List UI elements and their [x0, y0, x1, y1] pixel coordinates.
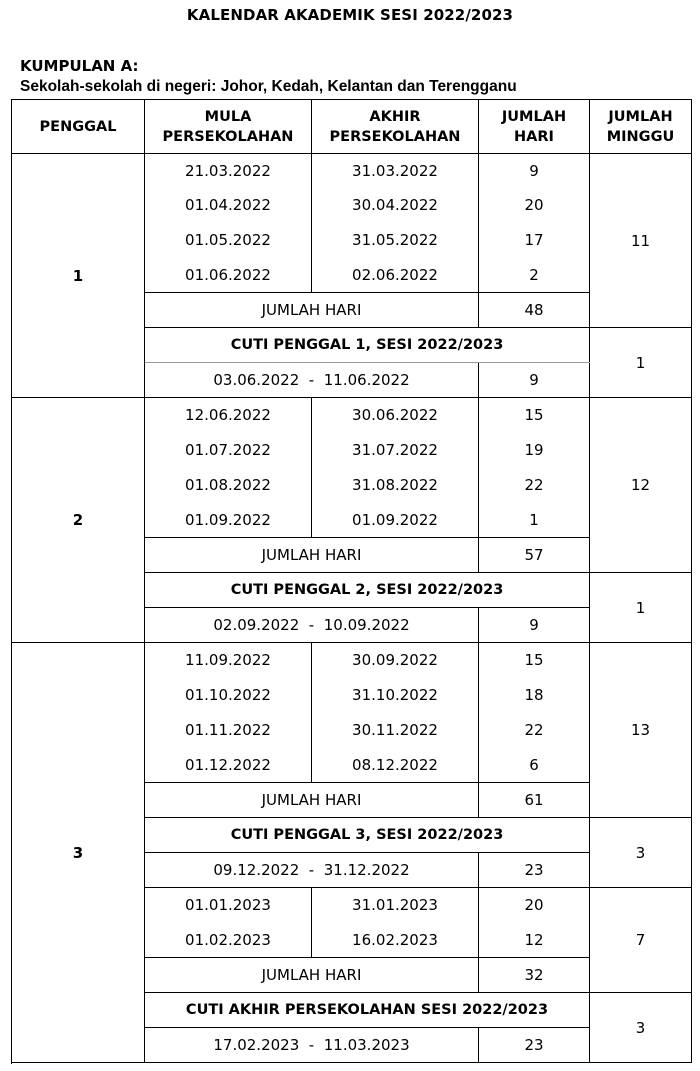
break-range: 03.06.2022 - 11.06.2022 — [145, 363, 479, 398]
days: 22 — [479, 713, 590, 748]
header-mula: MULA PERSEKOLAHAN — [145, 100, 312, 154]
break-title: CUTI PENGGAL 3, SESI 2022/2023 — [145, 818, 590, 853]
start-date: 11.09.2022 — [145, 643, 312, 678]
penggal-2: 2 — [12, 398, 145, 643]
days: 20 — [479, 888, 590, 923]
break-weeks: 3 — [590, 818, 692, 888]
break-weeks: 1 — [590, 573, 692, 643]
start-date: 01.08.2022 — [145, 468, 312, 503]
total-label: JUMLAH HARI — [145, 293, 479, 328]
total-label: JUMLAH HARI — [145, 958, 479, 993]
page-title: KALENDAR AKADEMIK SESI 2022/2023 — [186, 6, 514, 24]
days: 22 — [479, 468, 590, 503]
start-date: 01.06.2022 — [145, 258, 312, 293]
table-row — [12, 643, 692, 678]
table-row — [12, 154, 692, 188]
break-range: 09.12.2022 - 31.12.2022 — [145, 853, 479, 888]
total-days: 32 — [479, 958, 590, 993]
start-date: 01.04.2022 — [145, 188, 312, 223]
end-date: 31.03.2022 — [312, 154, 479, 188]
end-date: 02.06.2022 — [312, 258, 479, 293]
end-date: 31.08.2022 — [312, 468, 479, 503]
days: 20 — [479, 188, 590, 223]
break-weeks: 1 — [590, 328, 692, 398]
end-date: 01.09.2022 — [312, 503, 479, 538]
end-date: 31.07.2022 — [312, 433, 479, 468]
days: 19 — [479, 433, 590, 468]
weeks: 13 — [590, 643, 692, 818]
end-date: 08.12.2022 — [312, 748, 479, 783]
end-date: 30.06.2022 — [312, 398, 479, 433]
table-header — [12, 100, 692, 154]
penggal-3: 3 — [12, 643, 145, 1063]
header-jumlah-hari: JUMLAH HARI — [479, 100, 590, 154]
break-range: 02.09.2022 - 10.09.2022 — [145, 608, 479, 643]
days: 15 — [479, 398, 590, 433]
days: 6 — [479, 748, 590, 783]
break-title: CUTI PENGGAL 2, SESI 2022/2023 — [145, 573, 590, 608]
days: 1 — [479, 503, 590, 538]
break-title: CUTI PENGGAL 1, SESI 2022/2023 — [145, 328, 590, 363]
start-date: 01.07.2022 — [145, 433, 312, 468]
table-row — [12, 398, 692, 433]
weeks: 7 — [590, 888, 692, 993]
header-penggal: PENGGAL — [12, 100, 145, 154]
days: 18 — [479, 678, 590, 713]
header-jumlah-minggu: JUMLAH MINGGU — [590, 100, 692, 154]
calendar-table — [11, 99, 692, 1063]
group-label: KUMPULAN A: — [20, 57, 139, 75]
start-date: 01.10.2022 — [145, 678, 312, 713]
weeks: 11 — [590, 154, 692, 328]
end-date: 31.10.2022 — [312, 678, 479, 713]
break-days: 9 — [479, 363, 590, 398]
start-date: 21.03.2022 — [145, 154, 312, 188]
days: 12 — [479, 923, 590, 958]
break-days: 23 — [479, 853, 590, 888]
total-label: JUMLAH HARI — [145, 538, 479, 573]
days: 17 — [479, 223, 590, 258]
total-days: 57 — [479, 538, 590, 573]
days: 15 — [479, 643, 590, 678]
end-title: CUTI AKHIR PERSEKOLAHAN SESI 2022/2023 — [145, 993, 590, 1028]
start-date: 01.02.2023 — [145, 923, 312, 958]
states-label: Sekolah-sekolah di negeri: Johor, Kedah, Kelantan dan Terengganu — [20, 78, 517, 95]
total-days: 61 — [479, 783, 590, 818]
start-date: 12.06.2022 — [145, 398, 312, 433]
start-date: 01.05.2022 — [145, 223, 312, 258]
end-days: 23 — [479, 1028, 590, 1063]
penggal-1: 1 — [12, 154, 145, 398]
break-days: 9 — [479, 608, 590, 643]
end-date: 16.02.2023 — [312, 923, 479, 958]
start-date: 01.09.2022 — [145, 503, 312, 538]
end-date: 31.01.2023 — [312, 888, 479, 923]
end-date: 30.11.2022 — [312, 713, 479, 748]
start-date: 01.11.2022 — [145, 713, 312, 748]
header-akhir: AKHIR PERSEKOLAHAN — [312, 100, 479, 154]
weeks: 12 — [590, 398, 692, 573]
total-label: JUMLAH HARI — [145, 783, 479, 818]
start-date: 01.12.2022 — [145, 748, 312, 783]
days: 2 — [479, 258, 590, 293]
days: 9 — [479, 154, 590, 188]
total-days: 48 — [479, 293, 590, 328]
end-weeks: 3 — [590, 993, 692, 1063]
end-range: 17.02.2023 - 11.03.2023 — [145, 1028, 479, 1063]
end-date: 30.04.2022 — [312, 188, 479, 223]
end-date: 31.05.2022 — [312, 223, 479, 258]
end-date: 30.09.2022 — [312, 643, 479, 678]
start-date: 01.01.2023 — [145, 888, 312, 923]
